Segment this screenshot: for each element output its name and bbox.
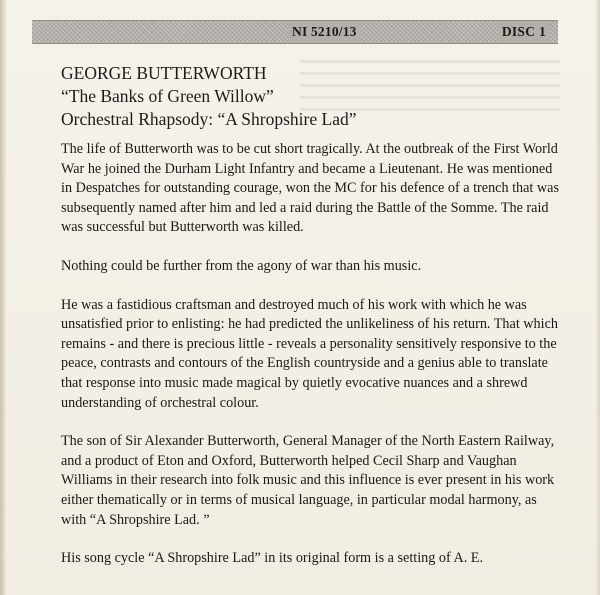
- page-fold: [596, 0, 600, 595]
- header-bar: [32, 20, 558, 44]
- paragraph: He was a fastidious craftsman and destroyed much of his work with which he was unsatisfied prior to enlisting: he had predicted the unlikeliness of his return. That which remains - and there is precious little - reveals a personality sensitively responsive to the peace, contrasts and contours of the English countryside and a genius able to translate that response into music made magical by quietly evocative nuances and a shrewd understanding of orchestral colour.: [61, 296, 558, 411]
- catalog-number: NI 5210/13: [288, 21, 361, 43]
- page-edge-shadow: [0, 0, 6, 595]
- work-title-1: “The Banks of Green Willow”: [61, 86, 274, 106]
- composer-name: GEORGE BUTTERWORTH: [61, 63, 267, 83]
- work-title-2: Orchestral Rhapsody: “A Shropshire Lad”: [61, 109, 357, 129]
- paragraph: Nothing could be further from the agony of war than his music.: [61, 257, 422, 274]
- body-text: [61, 140, 561, 588]
- paragraph: The son of Sir Alexander Butterworth, General Manager of the North Eastern Railway, and a product of Eton and Oxford, Butterworth helped Cecil Sharp and Vaughan Williams in their research into folk music and this influence is ever present in his work either thematically or in terms of musical language, in particular modal harmony, as with “A Shropshire Lad. ”: [61, 433, 555, 528]
- paragraph: The life of Butterworth was to be cut short tragically. At the outbreak of the First World War he joined the Durham Light Infantry and became a Lieutenant. He was mentioned in Despatches for outstanding courage, won the MC for his defence of a trench that was subsequently named after him and led a raid during the Battle of the Somme. The raid was successful but Butterworth was killed.: [61, 141, 559, 236]
- disc-label: DISC 1: [498, 21, 550, 43]
- paragraph: His song cycle “A Shropshire Lad” in its original form is a setting of A. E.: [61, 550, 484, 567]
- title-block: [61, 62, 356, 131]
